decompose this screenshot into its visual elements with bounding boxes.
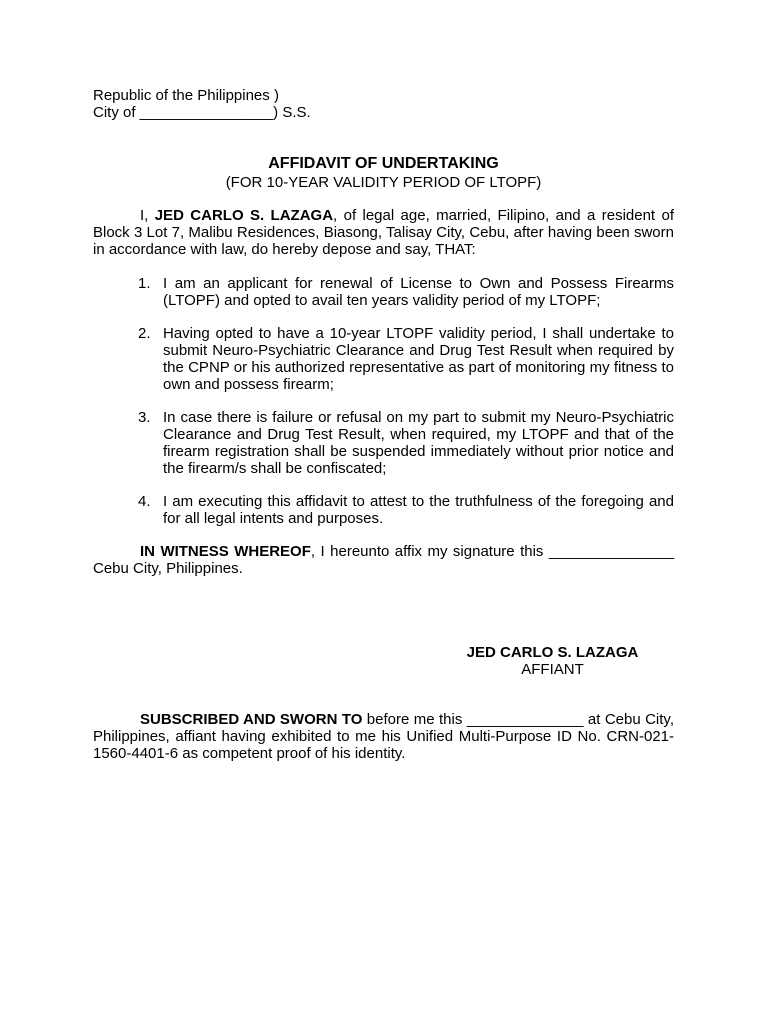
intro-rest: , of legal age, married, Filipino, and a resident of Block 3 Lot 7, Malibu Residences, Biasong, Talisay City, Cebu, after having been sworn in accordance with law, do hereby depose and say, THAT: [93,207,674,258]
intro-prefix: I, [140,207,155,224]
document-subtitle: (FOR 10-YEAR VALIDITY PERIOD OF LTOPF) [225,174,542,191]
jurat-rest: before me this ______________ at Cebu City, Philippines, affiant having exhibited to me his Unified Multi-Purpose ID No. CRN-021-1560-4401-6 as competent proof of his identity. [93,711,674,762]
list-item: Having opted to have a 10-year LTOPF validity period, I shall undertake to submit Neuro-Psychiatric Clearance and Drug Test Result when required by the CPNP or his authorized representative as part of monitoring my fitness to own and possess firearm; [163,325,674,393]
signature-name: JED CARLO S. LAZAGA [466,644,639,661]
list-item-number: 1. [138,275,151,292]
witness-paragraph [93,543,674,577]
list-item-number: 3. [138,409,151,426]
list-item: I am executing this affidavit to attest to the truthfulness of the foregoing and for all legal intents and purposes. [163,493,674,527]
signature-role: AFFIANT [521,661,584,678]
witness-lead: IN WITNESS WHEREOF [140,543,311,560]
list-item-number: 2. [138,325,151,342]
jurat-lead: SUBSCRIBED AND SWORN TO [140,711,363,728]
venue-city: City of ________________) S.S. [93,104,311,121]
document-title: AFFIDAVIT OF UNDERTAKING [268,155,499,172]
witness-rest: , I hereunto affix my signature this _______________ Cebu City, Philippines. [93,543,675,577]
venue-republic: Republic of the Philippines ) [93,87,279,104]
intro-paragraph [93,207,674,258]
list-item: I am an applicant for renewal of License to Own and Possess Firearms (LTOPF) and opted to avail ten years validity period of my LTOPF; [163,275,674,309]
list-item-number: 4. [138,493,151,510]
affiant-name-inline: JED CARLO S. LAZAGA [154,207,334,224]
jurat-paragraph [93,711,674,762]
list-item: In case there is failure or refusal on my part to submit my Neuro-Psychiatric Clearance and Drug Test Result, when required, my LTOPF and that of the firearm registration shall be suspended immediately without prior notice and the firearm/s shall be confiscated; [163,409,674,477]
